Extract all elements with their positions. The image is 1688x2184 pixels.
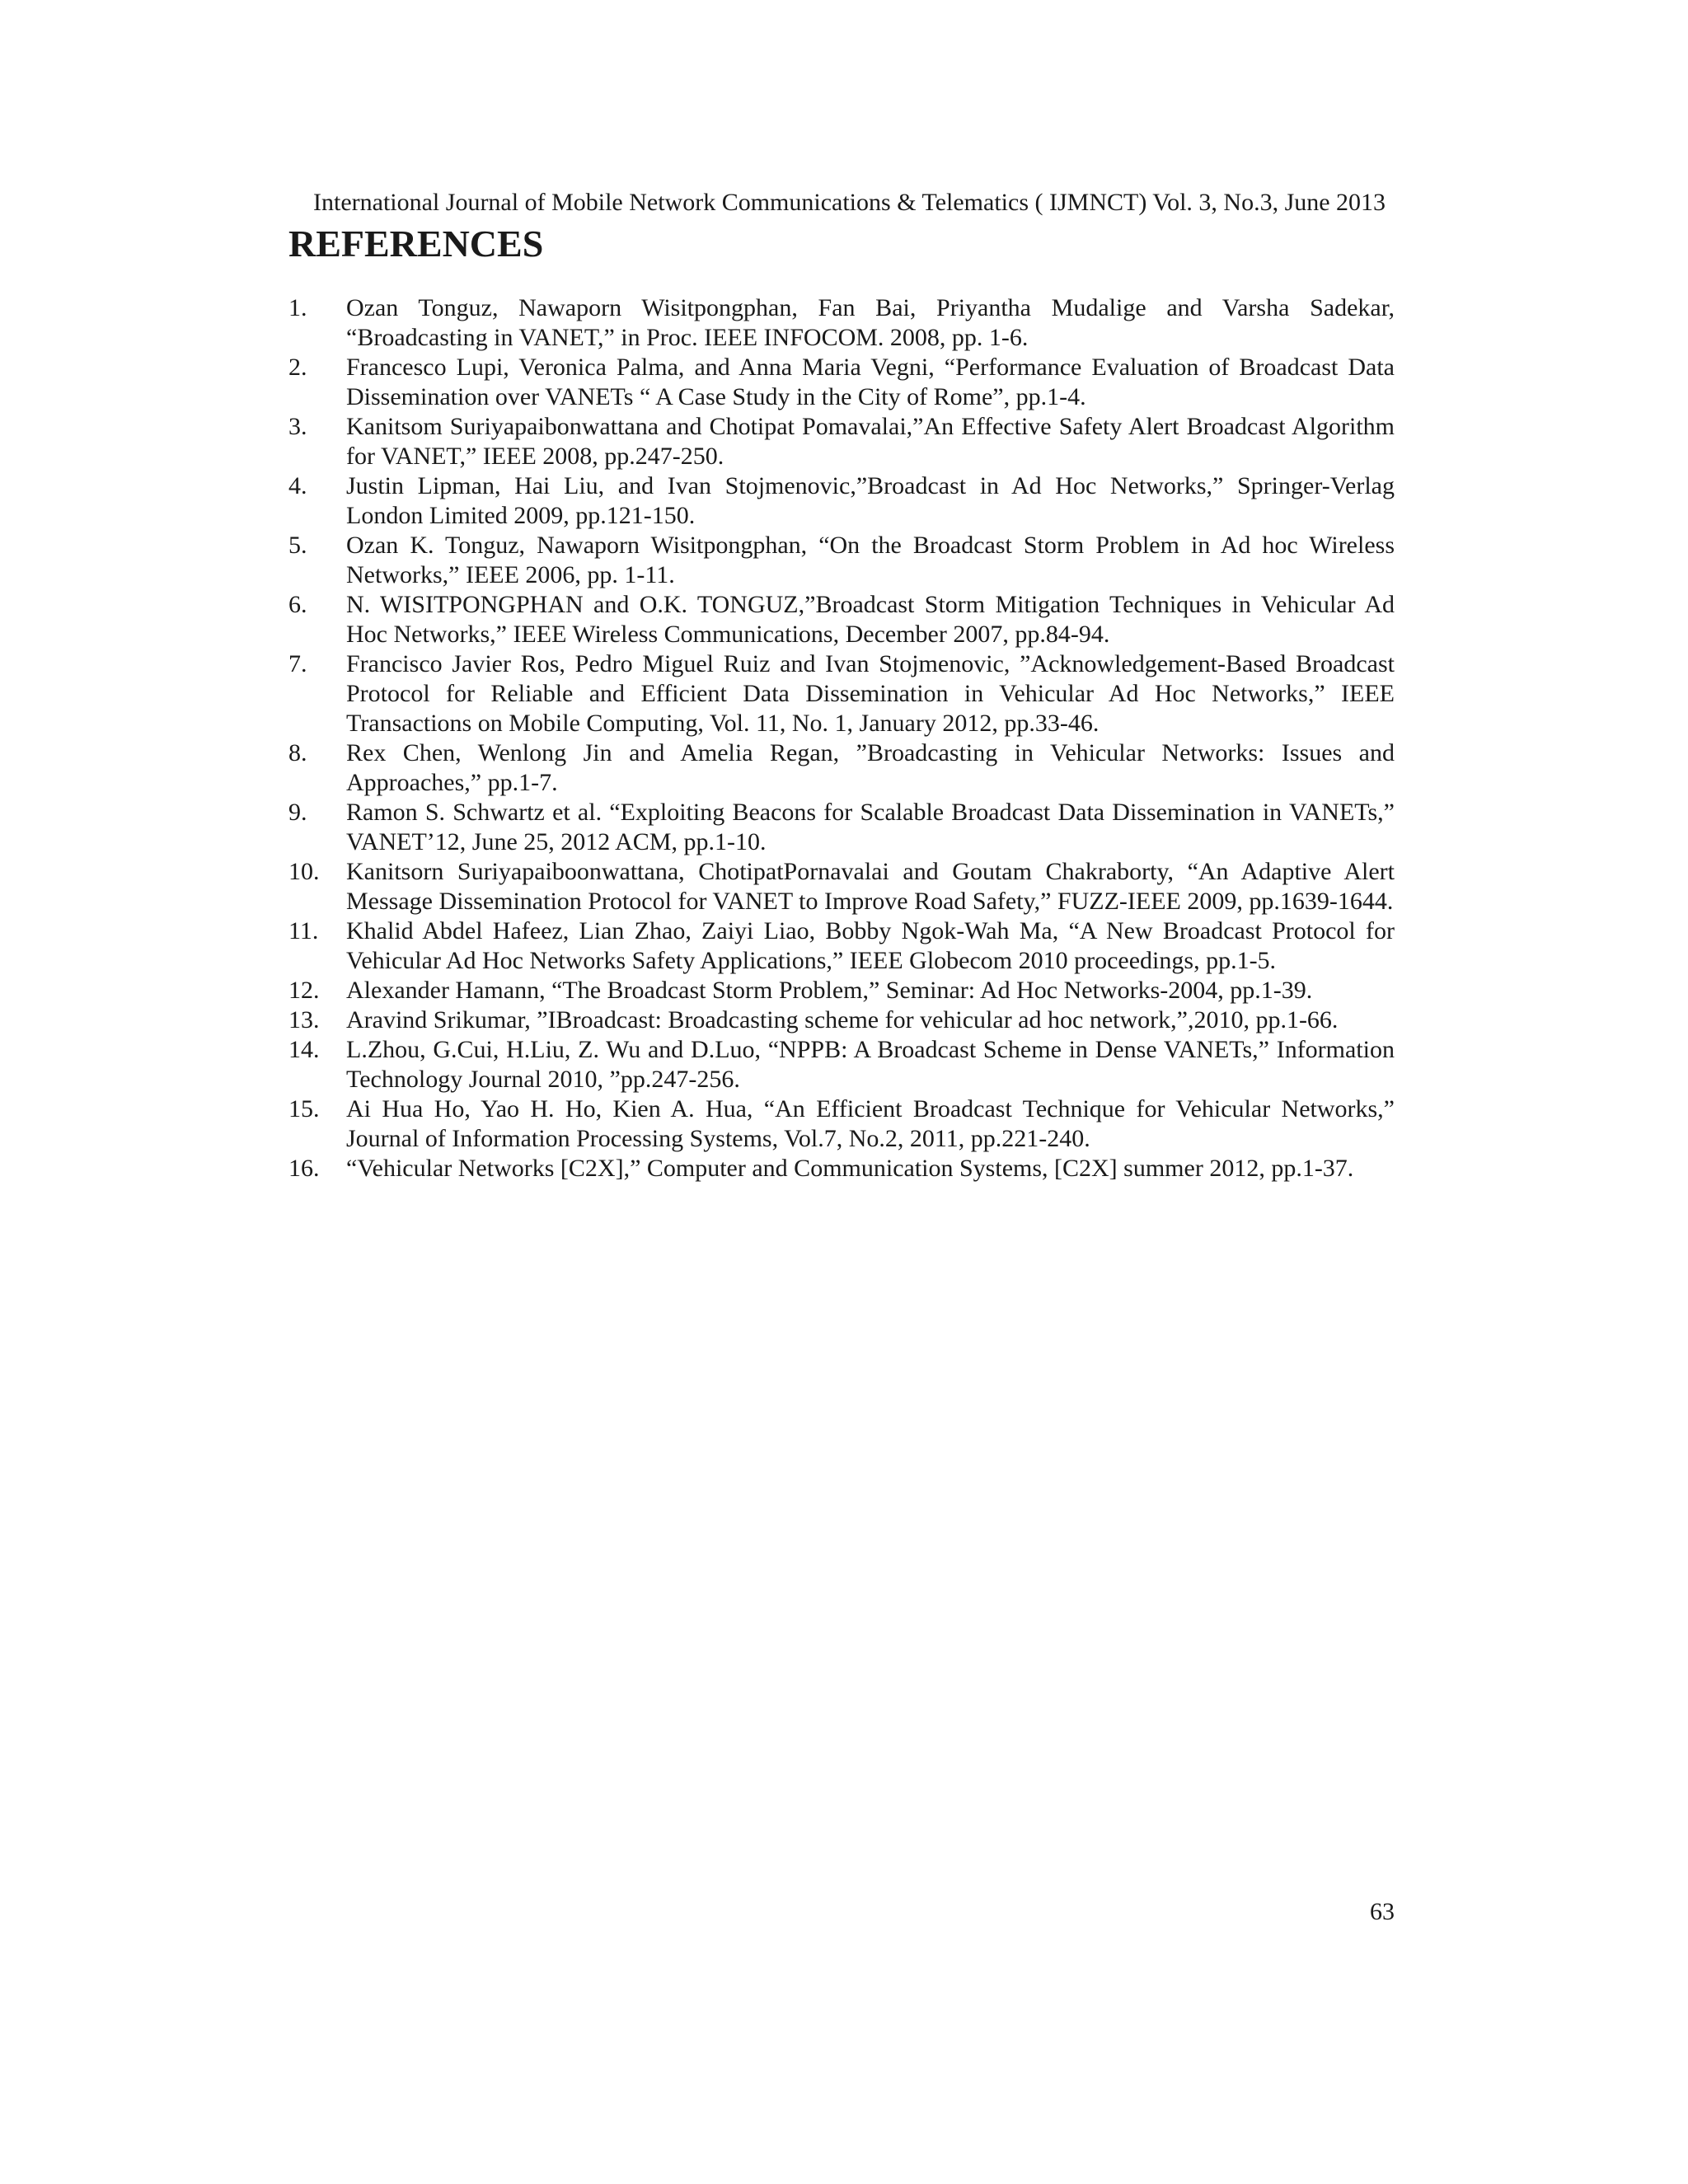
reference-text: L.Zhou, G.Cui, H.Liu, Z. Wu and D.Luo, “NPPB: A Broadcast Scheme in Dense VANETs,” Information Technology Journal 2010, ”pp.247-256. [346, 1036, 1395, 1093]
reference-item [288, 531, 1395, 590]
reference-item [288, 976, 1395, 1005]
reference-text: Ai Hua Ho, Yao H. Ho, Kien A. Hua, “An Efficient Broadcast Technique for Vehicular Networks,” Journal of Information Processing Systems, Vol.7, No.2, 2011, pp.221-240. [346, 1095, 1395, 1152]
reference-item [288, 916, 1395, 976]
reference-item [288, 471, 1395, 531]
reference-number: 6. [288, 591, 307, 618]
reference-text: Ozan Tonguz, Nawaporn Wisitpongphan, Fan Bai, Priyantha Mudalige and Varsha Sadekar, “Broadcasting in VANET,” in Proc. IEEE INFOCOM. 2008, pp. 1-6. [346, 294, 1395, 351]
reference-item [288, 1005, 1395, 1035]
reference-number: 13. [288, 1006, 320, 1033]
reference-item [288, 353, 1395, 412]
reference-number: 9. [288, 799, 307, 826]
reference-text: “Vehicular Networks [C2X],” Computer and Communication Systems, [C2X] summer 2012, pp.1-37. [346, 1155, 1354, 1182]
running-header: International Journal of Mobile Network Communications & Telematics ( IJMNCT) Vol. 3, No.3, June 2013 [313, 189, 1386, 216]
reference-item [288, 1094, 1395, 1154]
reference-number: 12. [288, 977, 320, 1004]
reference-text: Khalid Abdel Hafeez, Lian Zhao, Zaiyi Liao, Bobby Ngok-Wah Ma, “A New Broadcast Protocol for Vehicular Ad Hoc Networks Safety Applications,” IEEE Globecom 2010 proceedings, pp.1-5. [346, 917, 1395, 974]
reference-text: Kanitsom Suriyapaibonwattana and Chotipat Pomavalai,”An Effective Safety Alert Broadcast Algorithm for VANET,” IEEE 2008, pp.247-250. [346, 413, 1395, 470]
reference-number: 8. [288, 739, 307, 766]
reference-text: Ozan K. Tonguz, Nawaporn Wisitpongphan, “On the Broadcast Storm Problem in Ad hoc Wireless Networks,” IEEE 2006, pp. 1-11. [346, 532, 1395, 588]
reference-text: Francisco Javier Ros, Pedro Miguel Ruiz and Ivan Stojmenovic, ”Acknowledgement-Based Broadcast Protocol for Reliable and Efficient Data Dissemination in Vehicular Ad Hoc Networks,” IEEE Transactions on Mobile Computing, Vol. 11, No. 1, January 2012, pp.33-46. [346, 650, 1395, 737]
reference-number: 14. [288, 1036, 320, 1063]
reference-text: Francesco Lupi, Veronica Palma, and Anna Maria Vegni, “Performance Evaluation of Broadcast Data Dissemination over VANETs “ A Case Study in the City of Rome”, pp.1-4. [346, 354, 1395, 410]
reference-number: 4. [288, 472, 307, 499]
reference-text: Kanitsorn Suriyapaiboonwattana, ChotipatPornavalai and Goutam Chakraborty, “An Adaptive Alert Message Dissemination Protocol for VANET to Improve Road Safety,” FUZZ-IEEE 2009, pp.1639-1644. [346, 858, 1395, 915]
reference-number: 7. [288, 650, 307, 677]
reference-number: 3. [288, 413, 307, 440]
reference-text: Justin Lipman, Hai Liu, and Ivan Stojmenovic,”Broadcast in Ad Hoc Networks,” Springer-Verlag London Limited 2009, pp.121-150. [346, 472, 1395, 529]
reference-item [288, 798, 1395, 857]
reference-item [288, 293, 1395, 353]
reference-list [288, 293, 1395, 1183]
reference-item [288, 590, 1395, 649]
reference-number: 11. [288, 917, 319, 944]
reference-number: 15. [288, 1095, 320, 1122]
reference-number: 2. [288, 354, 307, 381]
reference-text: Ramon S. Schwartz et al. “Exploiting Beacons for Scalable Broadcast Data Dissemination in VANETs,” VANET’12, June 25, 2012 ACM, pp.1-10. [346, 799, 1395, 855]
reference-item [288, 857, 1395, 916]
reference-item [288, 1035, 1395, 1094]
reference-number: 5. [288, 532, 307, 559]
reference-item [288, 412, 1395, 471]
reference-number: 1. [288, 294, 307, 321]
reference-text: Alexander Hamann, “The Broadcast Storm Problem,” Seminar: Ad Hoc Networks-2004, pp.1-39. [346, 977, 1313, 1004]
reference-number: 10. [288, 858, 320, 885]
page-number: 63 [1370, 1898, 1395, 1925]
reference-item [288, 1154, 1395, 1183]
section-title: REFERENCES [288, 223, 544, 265]
reference-item [288, 649, 1395, 738]
reference-number: 16. [288, 1155, 320, 1182]
reference-text: Aravind Srikumar, ”IBroadcast: Broadcasting scheme for vehicular ad hoc network,”,2010, pp.1-66. [346, 1006, 1339, 1033]
reference-text: N. WISITPONGPHAN and O.K. TONGUZ,”Broadcast Storm Mitigation Techniques in Vehicular Ad Hoc Networks,” IEEE Wireless Communications, December 2007, pp.84-94. [346, 591, 1395, 648]
reference-text: Rex Chen, Wenlong Jin and Amelia Regan, ”Broadcasting in Vehicular Networks: Issues and Approaches,” pp.1-7. [346, 739, 1395, 796]
reference-item [288, 738, 1395, 798]
